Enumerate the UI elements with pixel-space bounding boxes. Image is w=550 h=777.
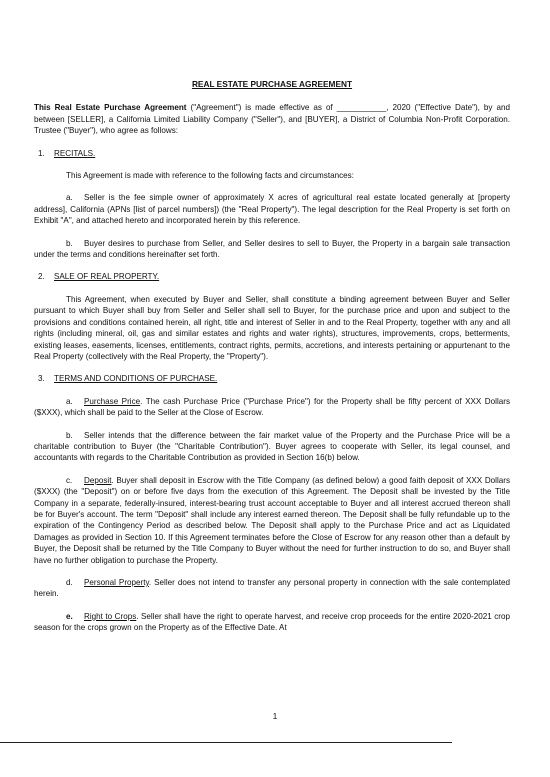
item-letter: a. xyxy=(66,396,73,406)
section-heading-sale xyxy=(34,271,510,282)
page-number: 1 xyxy=(272,712,278,721)
section-heading-recitals xyxy=(34,148,510,159)
list-item xyxy=(34,238,510,261)
document-body xyxy=(34,79,510,645)
section-body: This Agreement is made with reference to the following facts and circumstances: xyxy=(66,171,354,181)
intro-lead: This Real Estate Purchase Agreement xyxy=(34,103,187,113)
item-letter: e. xyxy=(66,611,73,621)
section-title: SALE OF REAL PROPERTY. xyxy=(54,272,160,282)
item-letter: a. xyxy=(66,193,73,203)
list-item xyxy=(34,475,510,566)
section-body: This Agreement, when executed by Buyer and Seller, shall constitute a binding agreement between Buyer and Seller pursuant to which Buyer shall buy from Seller and Seller shall sell to Buyer, for the purchase price and upon and subject to the provisions and conditions contained herein, all right, title and interest of Seller in and to the Real Property, together with any and all rights (including mineral, oil, gas and similar estates and rights and water rights), structures, improvements, crops, betterments, existing leases, easements, licenses, entitlements, contract rights, permits, accretions, and interests pertaining or appurtenant to the Real Property (collectively with the Real Property, the "Property"). xyxy=(34,294,510,361)
item-title: Personal Property xyxy=(84,578,149,587)
section-title: TERMS AND CONDITIONS OF PURCHASE. xyxy=(54,374,218,384)
item-text: Seller is the fee simple owner of approximately X acres of agricultural real estate located generally at [property address], California (APNs [list of parcel numbers]) (the "Real Property"). The legal description for the Real Property is set forth on Exhibit "A", and attached hereto and incorporated herein by this reference. xyxy=(34,193,510,226)
item-letter: c. xyxy=(66,475,73,485)
list-item xyxy=(34,430,510,464)
item-text: Seller intends that the difference between the fair market value of the Property and the Purchase Price will be a charitable contribution to Buyer (the "Charitable Contribution"). Buyer agrees to cooperate with Seller, its legal counsel, and accountants with regards to the Charitable Contribution as provided in Section 16(b) below. xyxy=(34,430,510,463)
section-title: RECITALS. xyxy=(54,148,96,158)
section-heading-terms xyxy=(34,373,510,384)
list-item xyxy=(34,396,510,419)
item-letter: d. xyxy=(66,578,73,587)
document-title: REAL ESTATE PURCHASE AGREEMENT xyxy=(191,79,353,89)
list-item xyxy=(34,192,510,226)
section-number: 2. xyxy=(38,272,45,282)
item-letter: b. xyxy=(66,430,73,440)
item-text: Buyer desires to purchase from Seller, and Seller desires to sell to Buyer, the Property in a bargain sale transaction under the terms and conditions hereinafter set forth. xyxy=(34,238,510,260)
item-title: Right to Crops xyxy=(84,611,137,621)
intro-paragraph xyxy=(34,102,510,136)
list-item xyxy=(34,577,510,600)
item-letter: b. xyxy=(66,238,73,248)
item-title: Deposit xyxy=(84,475,112,485)
item-text: . The cash Purchase Price ("Purchase Price") for the Property shall be fifty percent of XXX Dollars ($XXX), which shall be paid to the Seller at the Close of Escrow. xyxy=(34,396,510,418)
item-text: . Seller shall have the right to operate harvest, and receive crop proceeds for the entire 2020-2021 crop season for the crops grown on the Property as of the Effective Date. At xyxy=(34,611,510,633)
item-text: . Seller does not intend to transfer any personal property in connection with the sale contemplated herein. xyxy=(34,578,510,599)
intro-text: ("Agreement") is made effective as of ___________, 2020 ("Effective Date"), by and between [SELLER], a California Limited Liability Company ("Seller"), and [BUYER], a District of Columbia Non-Profit Corporation. Trustee ("Buyer"), who agree as follows: xyxy=(34,103,510,136)
section-number: 1. xyxy=(38,148,45,158)
item-title: Purchase Price xyxy=(84,396,141,406)
item-text: . Buyer shall deposit in Escrow with the Title Company (as defined below) a good faith deposit of XXX Dollars ($XXX) (the "Deposit") on or before five days from the execution of this Agreement. The Deposit shall be invested by the Title Company in a separate, federally-insured, interest-bearing trust account acceptable to Buyer and all interest accrued thereon shall be for Buyer's account. The term "Deposit" shall include any interest earned thereon. The Deposit shall be fully refundable up to the expiration of the Contingency Period as described below. The Deposit shall apply to the Purchase Price and act as Liquidated Damages as provided in Section 10. If this Agreement terminates before the Close of Escrow for any reason other than a default by Buyer, the Deposit shall be returned by the Title Company to Buyer without the need for further instruction to do so, and Buyer shall have no further obligation to purchase the Property. xyxy=(34,475,510,565)
footer-divider xyxy=(0,742,452,743)
section-number: 3. xyxy=(38,374,45,384)
list-item xyxy=(34,611,510,634)
